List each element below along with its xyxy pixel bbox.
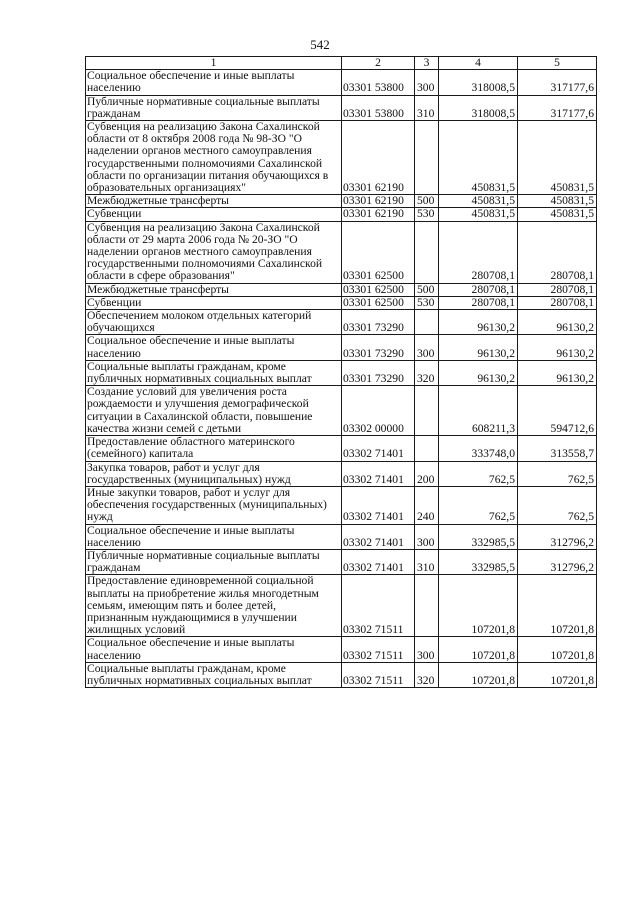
row-value-col5: 313558,7 [518,436,597,461]
table-row [86,121,597,195]
row-code: 03301 53800 [342,95,415,120]
row-value-col4: 318008,5 [439,95,518,120]
row-description: Создание условий для увеличения роста рождаемости и улучшения демографической ситуации в Сахалинской области, повышение качества жизни семей с детьми [86,386,342,436]
row-description: Субвенции [86,208,342,221]
row-code: 03302 71511 [342,575,415,637]
column-header-4: 4 [439,57,518,70]
row-expense-type: 300 [415,70,439,95]
row-value-col5: 317177,6 [518,70,597,95]
row-description: Предоставление единовременной социальной выплаты на приобретение жилья многодетным семьям, имеющим пять и более детей, признанным нуждающимися в улучшении жилищных условий [86,575,342,637]
row-value-col5: 762,5 [518,486,597,524]
row-expense-type: 530 [415,208,439,221]
row-code: 03302 71401 [342,461,415,486]
row-value-col4: 762,5 [439,486,518,524]
row-value-col5: 280708,1 [518,221,597,283]
row-expense-type: 300 [415,637,439,662]
table-row [86,549,597,574]
table-row [86,335,597,360]
row-value-col4: 332985,5 [439,524,518,549]
row-value-col5: 96130,2 [518,335,597,360]
row-value-col4: 107201,8 [439,662,518,687]
budget-table [85,56,597,688]
row-description: Социальные выплаты гражданам, кроме публичных нормативных социальных выплат [86,360,342,385]
row-code: 03301 73290 [342,360,415,385]
row-description: Публичные нормативные социальные выплаты гражданам [86,549,342,574]
row-value-col4: 318008,5 [439,70,518,95]
table-row [86,386,597,436]
table-row [86,221,597,283]
row-expense-type: 310 [415,549,439,574]
row-value-col5: 312796,2 [518,524,597,549]
row-code: 03301 62500 [342,283,415,296]
row-value-col4: 96130,2 [439,310,518,335]
row-expense-type [415,436,439,461]
row-code: 03302 71401 [342,486,415,524]
row-description: Иные закупки товаров, работ и услуг для обеспечения государственных (муниципальных) нужд [86,486,342,524]
row-value-col4: 450831,5 [439,121,518,195]
table-row [86,360,597,385]
row-value-col4: 96130,2 [439,360,518,385]
row-description: Социальное обеспечение и иные выплаты населению [86,70,342,95]
column-header-3: 3 [415,57,439,70]
row-description: Социальное обеспечение и иные выплаты населению [86,524,342,549]
row-code: 03302 71401 [342,549,415,574]
row-expense-type [415,221,439,283]
row-code: 03302 00000 [342,386,415,436]
row-code: 03302 71401 [342,436,415,461]
row-value-col5: 450831,5 [518,208,597,221]
row-value-col5: 450831,5 [518,121,597,195]
row-value-col4: 96130,2 [439,335,518,360]
row-expense-type [415,575,439,637]
table-header [86,57,597,70]
row-description: Межбюджетные трансферты [86,195,342,208]
table-row [86,95,597,120]
row-description: Социальное обеспечение и иные выплаты населению [86,335,342,360]
row-expense-type: 240 [415,486,439,524]
row-expense-type: 300 [415,335,439,360]
row-description: Субвенция на реализацию Закона Сахалинской области от 8 октября 2008 года № 98-ЗО "О наделении органов местного самоуправления государственными полномочиями Сахалинской области по организации питания обучающихся в образовательных организациях" [86,121,342,195]
page-number: 542 [310,37,330,52]
row-value-col5: 762,5 [518,461,597,486]
row-expense-type: 500 [415,283,439,296]
row-description: Субвенция на реализацию Закона Сахалинской области от 29 марта 2006 года № 20-ЗО "О наделении органов местного самоуправления государственными полномочиями Сахалинской области в сфере образования" [86,221,342,283]
row-value-col4: 608211,3 [439,386,518,436]
table-row [86,436,597,461]
row-value-col4: 450831,5 [439,208,518,221]
row-description: Социальные выплаты гражданам, кроме публичных нормативных социальных выплат [86,662,342,687]
row-expense-type [415,121,439,195]
table-row [86,310,597,335]
table-row [86,524,597,549]
table-body [86,70,597,688]
row-value-col4: 450831,5 [439,195,518,208]
table-row [86,662,597,687]
row-expense-type: 300 [415,524,439,549]
row-code: 03301 62190 [342,121,415,195]
row-expense-type: 320 [415,360,439,385]
table-row [86,208,597,221]
row-code: 03301 53800 [342,70,415,95]
row-value-col5: 107201,8 [518,637,597,662]
row-value-col4: 107201,8 [439,637,518,662]
row-value-col5: 312796,2 [518,549,597,574]
column-header-1: 1 [86,57,342,70]
table-row [86,70,597,95]
row-value-col5: 594712,6 [518,386,597,436]
row-value-col5: 450831,5 [518,195,597,208]
row-code: 03301 62500 [342,221,415,283]
table-row [86,486,597,524]
row-expense-type: 200 [415,461,439,486]
row-value-col4: 280708,1 [439,283,518,296]
row-expense-type [415,386,439,436]
row-expense-type: 500 [415,195,439,208]
row-value-col5: 107201,8 [518,575,597,637]
row-description: Публичные нормативные социальные выплаты гражданам [86,95,342,120]
row-code: 03301 73290 [342,310,415,335]
row-code: 03301 62190 [342,195,415,208]
row-description: Межбюджетные трансферты [86,283,342,296]
row-code: 03301 62500 [342,296,415,309]
row-expense-type [415,310,439,335]
row-expense-type: 320 [415,662,439,687]
row-code: 03301 62190 [342,208,415,221]
table-row [86,637,597,662]
row-code: 03302 71511 [342,662,415,687]
table-row [86,575,597,637]
row-value-col4: 332985,5 [439,549,518,574]
row-value-col5: 280708,1 [518,296,597,309]
row-code: 03302 71511 [342,637,415,662]
table-row [86,195,597,208]
row-description: Обеспечением молоком отдельных категорий обучающихся [86,310,342,335]
row-code: 03302 71401 [342,524,415,549]
row-value-col4: 107201,8 [439,575,518,637]
row-expense-type: 310 [415,95,439,120]
row-description: Субвенции [86,296,342,309]
column-header-5: 5 [518,57,597,70]
table-row [86,296,597,309]
row-code: 03301 73290 [342,335,415,360]
table-row [86,461,597,486]
row-value-col5: 96130,2 [518,310,597,335]
row-description: Предоставление областного материнского (семейного) капитала [86,436,342,461]
row-description: Закупка товаров, работ и услуг для государственных (муниципальных) нужд [86,461,342,486]
row-value-col4: 762,5 [439,461,518,486]
row-value-col5: 107201,8 [518,662,597,687]
row-value-col4: 280708,1 [439,296,518,309]
row-value-col5: 317177,6 [518,95,597,120]
row-value-col5: 96130,2 [518,360,597,385]
column-header-2: 2 [342,57,415,70]
header-row [86,57,597,70]
row-description: Социальное обеспечение и иные выплаты населению [86,637,342,662]
row-value-col5: 280708,1 [518,283,597,296]
row-expense-type: 530 [415,296,439,309]
row-value-col4: 333748,0 [439,436,518,461]
table-row [86,283,597,296]
row-value-col4: 280708,1 [439,221,518,283]
